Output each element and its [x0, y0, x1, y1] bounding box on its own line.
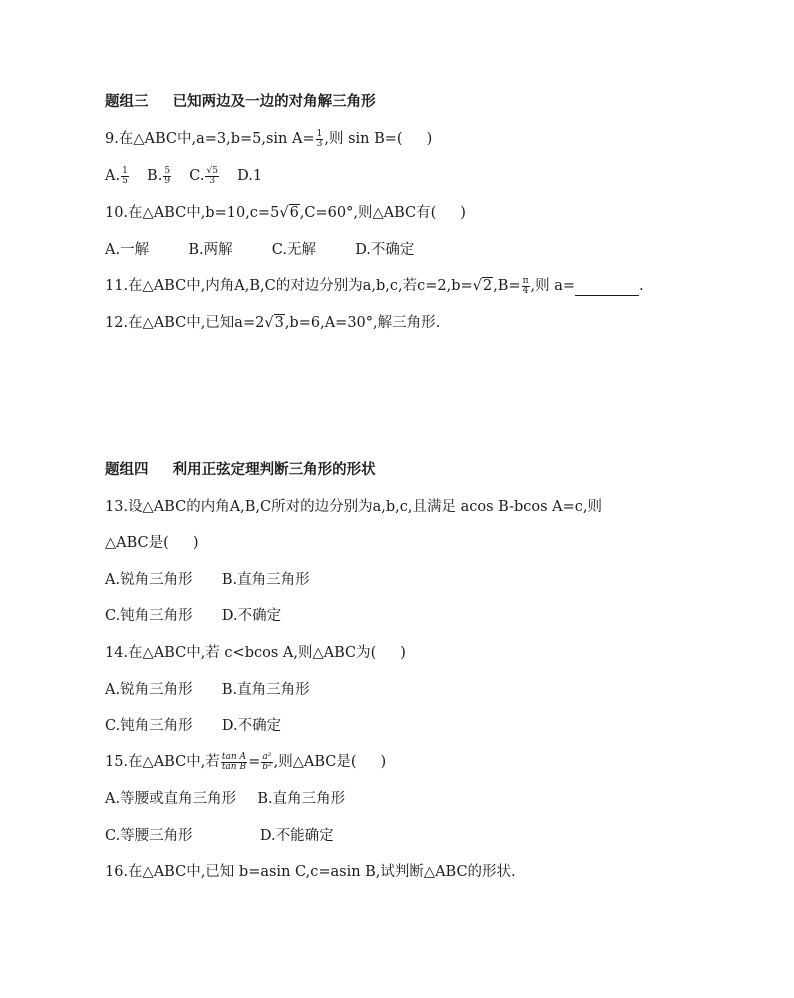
q9-opt-a-label: A.: [105, 168, 121, 184]
q15-option-d: D.不能确定: [259, 828, 334, 844]
q10-option-b: B.两解: [188, 242, 233, 258]
q12-radicand: 3: [274, 315, 284, 331]
q15-tan-num: tan A: [221, 751, 247, 762]
q9-opt-b-label: B.: [147, 168, 163, 184]
q11-radical: √2: [472, 278, 493, 294]
q15-text-b: ,则△ABC是(: [273, 754, 357, 770]
q13-options-row2: [105, 606, 281, 626]
q11-text-a: 11.在△ABC中,内角A,B,C的对边分别为a,b,c,若c=2,b=: [105, 278, 473, 294]
question-13-line2: [105, 533, 198, 553]
q11-B-num: π: [522, 275, 529, 286]
q13-option-d: D.不确定: [221, 608, 282, 624]
q11-B-den: 4: [522, 285, 529, 296]
q9-opt-b-fraction: [163, 167, 171, 186]
q14-options-row1: [105, 680, 310, 700]
group4-heading-label: 题组四: [105, 462, 149, 478]
q14-text: 14.在△ABC中,若 c<bcos A,则△ABC为(: [105, 645, 377, 661]
q11-text-c: ,则 a=: [530, 278, 576, 294]
q9-text-a: 9.在△ABC中,a=3,b=5,sin A=: [105, 131, 315, 147]
q13-option-b: B.直角三角形: [221, 572, 310, 588]
q9-text-c: ): [426, 131, 433, 147]
q9-text-b: ,则 sin B=(: [324, 131, 403, 147]
q9-opt-c-num: √5: [206, 165, 218, 176]
q12-radical: √3: [264, 315, 284, 331]
q9-opt-a-fraction: [121, 167, 129, 186]
group3-heading-label: 题组三: [105, 94, 149, 110]
q10-option-d: D.不确定: [355, 242, 415, 258]
q10-options: [105, 240, 414, 260]
q15-text-c: ): [380, 754, 387, 770]
q9-sinA-num: 1: [316, 128, 323, 139]
q13-line2-end: ): [192, 535, 199, 551]
q9-opt-b-num: 5: [164, 165, 171, 176]
q15-option-b: B.直角三角形: [257, 791, 346, 807]
q9-opt-a-den: 5: [122, 175, 128, 186]
q10-radical: √6: [279, 205, 299, 221]
q15-eq: =: [248, 754, 261, 770]
q11-B-fraction: [522, 277, 530, 296]
q14-option-d: D.不确定: [221, 718, 282, 734]
q13-option-c: C.钝角三角形: [105, 608, 193, 624]
group4-heading: [105, 460, 376, 480]
q9-opt-b-den: 9: [164, 175, 171, 186]
q12-text-b: ,b=6,A=30°,解三角形.: [284, 315, 441, 331]
question-14: [105, 643, 406, 663]
q15-ab-den: b²: [262, 761, 272, 772]
q13-option-a: A.锐角三角形: [105, 572, 193, 588]
q9-option-b: [147, 165, 172, 186]
q9-opt-c-fraction: [205, 167, 218, 186]
q14-option-a: A.锐角三角形: [105, 682, 193, 698]
q15-option-a: A.等腰或直角三角形: [105, 791, 237, 807]
q11-text-b: ,B=: [493, 278, 521, 294]
q9-option-d: D.1: [237, 168, 263, 184]
q9-opt-a-num: 1: [122, 165, 128, 176]
q12-text-a: 12.在△ABC中,已知a=2: [105, 315, 265, 331]
q11-answer-blank: [575, 281, 639, 296]
question-16: 16.在△ABC中,已知 b=asin C,c=asin B,试判断△ABC的形状.: [105, 864, 516, 880]
question-10: [105, 203, 466, 223]
q9-sinA-fraction: [316, 130, 324, 149]
q9-option-a: [105, 165, 130, 186]
q14-text-end: ): [400, 645, 406, 661]
q13-options-row1: [105, 570, 310, 590]
q11-radicand: 2: [482, 278, 493, 294]
q10-text-b: ,C=60°,则△ABC有(: [299, 205, 437, 221]
q10-text-a: 10.在△ABC中,b=10,c=5: [105, 205, 280, 221]
q9-options: [105, 166, 262, 186]
q13-line2-text: △ABC是(: [105, 535, 169, 551]
group3-heading-title: 已知两边及一边的对角解三角形: [172, 94, 376, 110]
q9-opt-c-den: 3: [209, 175, 216, 186]
q15-options-row2: [105, 826, 334, 846]
q15-tan-den: tan B: [221, 761, 247, 772]
q14-options-row2: [105, 716, 281, 736]
group4-heading-title: 利用正弦定理判断三角形的形状: [172, 462, 376, 478]
q9-option-c: [189, 165, 220, 186]
q15-ab-fraction: [261, 753, 272, 772]
question-9: [105, 129, 432, 149]
q10-radicand: 6: [289, 205, 299, 221]
q11-text-d: .: [639, 278, 644, 294]
q15-text-a: 15.在△ABC中,若: [105, 754, 220, 770]
q15-tan-fraction: [221, 753, 247, 772]
question-15: [105, 752, 386, 772]
q15-options-row1: [105, 789, 345, 809]
q10-option-a: A.一解: [105, 242, 150, 258]
q14-option-b: B.直角三角形: [221, 682, 310, 698]
question-11: [105, 276, 644, 296]
q10-option-c: C.无解: [271, 242, 316, 258]
question-13-line1: 13.设△ABC的内角A,B,C所对的边分别为a,b,c,且满足 acos B-bcos A=c,则: [105, 499, 603, 515]
q15-ab-num: a²: [262, 751, 272, 762]
q15-option-c: C.等腰三角形: [105, 828, 193, 844]
q9-sinA-den: 3: [316, 138, 323, 149]
group3-heading: [105, 92, 376, 112]
q9-opt-c-label: C.: [189, 168, 205, 184]
q14-option-c: C.钝角三角形: [105, 718, 193, 734]
q10-text-c: ): [460, 205, 466, 221]
question-12: [105, 313, 440, 333]
